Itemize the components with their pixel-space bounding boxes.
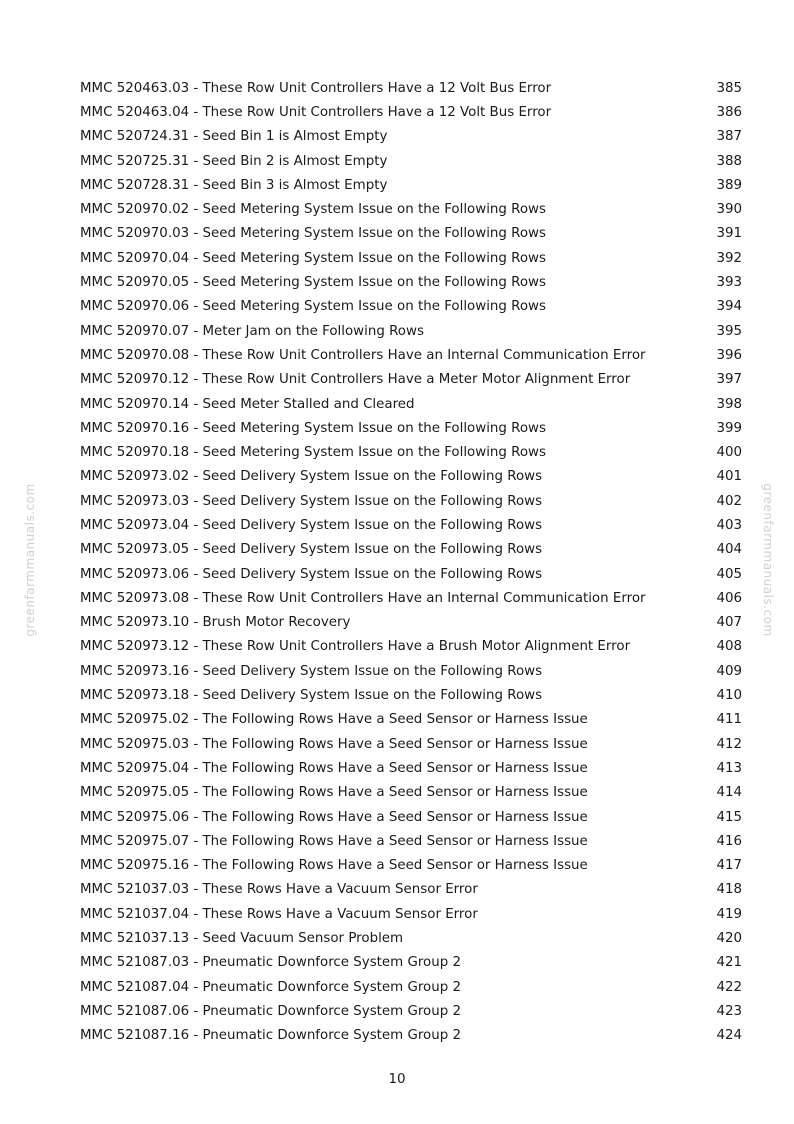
toc-entry-page: 414 [716,785,742,801]
toc-entry[interactable] [80,659,742,683]
toc-entry-title: MMC 520725.31 - Seed Bin 2 is Almost Empty [80,153,388,169]
toc-entry[interactable] [80,562,742,586]
table-of-contents [80,76,742,1048]
toc-entry-page: 410 [716,688,742,704]
toc-entry[interactable] [80,513,742,537]
toc-entry-page: 405 [716,566,742,582]
toc-entry-page: 385 [716,80,742,96]
toc-entry[interactable] [80,538,742,562]
toc-entry[interactable] [80,732,742,756]
toc-entry-page: 403 [716,517,742,533]
toc-entry[interactable] [80,295,742,319]
toc-entry[interactable] [80,149,742,173]
toc-entry-title: MMC 520973.08 - These Row Unit Controllers Have an Internal Communication Error [80,590,646,606]
toc-entry-title: MMC 520975.05 - The Following Rows Have a Seed Sensor or Harness Issue [80,785,588,801]
toc-entry[interactable] [80,902,742,926]
toc-entry[interactable] [80,440,742,464]
toc-entry-title: MMC 520975.02 - The Following Rows Have a Seed Sensor or Harness Issue [80,712,588,728]
toc-entry-title: MMC 520724.31 - Seed Bin 1 is Almost Empty [80,129,388,145]
toc-entry[interactable] [80,125,742,149]
toc-entry-title: MMC 520975.04 - The Following Rows Have a Seed Sensor or Harness Issue [80,760,588,776]
toc-entry-title: MMC 520970.05 - Seed Metering System Issue on the Following Rows [80,275,546,291]
toc-entry[interactable] [80,756,742,780]
toc-entry-title: MMC 520973.05 - Seed Delivery System Issue on the Following Rows [80,542,543,558]
toc-entry-page: 402 [716,493,742,509]
toc-entry-page: 392 [716,250,742,266]
toc-entry-title: MMC 520975.03 - The Following Rows Have a Seed Sensor or Harness Issue [80,736,588,752]
toc-entry[interactable] [80,100,742,124]
toc-entry[interactable] [80,854,742,878]
toc-entry[interactable] [80,805,742,829]
toc-entry-title: MMC 520973.04 - Seed Delivery System Issue on the Following Rows [80,517,543,533]
toc-entry-title: MMC 520973.06 - Seed Delivery System Issue on the Following Rows [80,566,543,582]
toc-entry[interactable] [80,173,742,197]
toc-entry-title: MMC 521087.06 - Pneumatic Downforce System Group 2 [80,1003,462,1019]
toc-entry-page: 417 [716,858,742,874]
toc-entry[interactable] [80,708,742,732]
toc-entry-title: MMC 521037.13 - Seed Vacuum Sensor Problem [80,931,404,947]
toc-entry[interactable] [80,343,742,367]
toc-entry-title: MMC 520970.12 - These Row Unit Controllers Have a Meter Motor Alignment Error [80,372,631,388]
toc-entry[interactable] [80,951,742,975]
toc-entry[interactable] [80,368,742,392]
toc-entry-title: MMC 521087.04 - Pneumatic Downforce System Group 2 [80,979,462,995]
toc-entry-title: MMC 520973.12 - These Row Unit Controllers Have a Brush Motor Alignment Error [80,639,631,655]
toc-entry-title: MMC 520973.03 - Seed Delivery System Issue on the Following Rows [80,493,543,509]
toc-entry[interactable] [80,197,742,221]
toc-entry-page: 389 [716,177,742,193]
toc-entry-page: 386 [716,104,742,120]
toc-entry-page: 397 [716,372,742,388]
toc-entry[interactable] [80,465,742,489]
toc-entry-page: 419 [716,906,742,922]
toc-entry-title: MMC 521037.03 - These Rows Have a Vacuum Sensor Error [80,882,478,898]
toc-entry[interactable] [80,611,742,635]
toc-entry[interactable] [80,586,742,610]
toc-entry-title: MMC 520728.31 - Seed Bin 3 is Almost Empty [80,177,388,193]
toc-entry-page: 396 [716,347,742,363]
toc-entry[interactable] [80,1024,742,1048]
toc-entry-page: 422 [716,979,742,995]
toc-entry-page: 423 [716,1003,742,1019]
toc-entry[interactable] [80,999,742,1023]
toc-entry[interactable] [80,683,742,707]
toc-entry-title: MMC 520973.10 - Brush Motor Recovery [80,615,351,631]
toc-entry-page: 413 [716,760,742,776]
toc-entry-title: MMC 520970.02 - Seed Metering System Issue on the Following Rows [80,202,546,218]
toc-entry-page: 418 [716,882,742,898]
toc-entry-title: MMC 520970.18 - Seed Metering System Issue on the Following Rows [80,445,546,461]
toc-entry-page: 391 [716,226,742,242]
toc-entry-title: MMC 520970.14 - Seed Meter Stalled and Cleared [80,396,415,412]
toc-entry-page: 420 [716,931,742,947]
toc-entry-page: 408 [716,639,742,655]
toc-entry-page: 393 [716,275,742,291]
toc-entry-page: 406 [716,590,742,606]
toc-entry-page: 407 [716,615,742,631]
toc-entry-page: 387 [716,129,742,145]
toc-entry-page: 401 [716,469,742,485]
toc-entry[interactable] [80,246,742,270]
toc-entry-page: 421 [716,955,742,971]
toc-entry[interactable] [80,926,742,950]
toc-entry-title: MMC 520970.04 - Seed Metering System Issue on the Following Rows [80,250,546,266]
toc-entry-title: MMC 521087.03 - Pneumatic Downforce System Group 2 [80,955,462,971]
toc-entry-title: MMC 521087.16 - Pneumatic Downforce System Group 2 [80,1028,462,1044]
toc-entry-title: MMC 520973.18 - Seed Delivery System Issue on the Following Rows [80,688,543,704]
toc-entry[interactable] [80,635,742,659]
toc-entry-title: MMC 520973.16 - Seed Delivery System Issue on the Following Rows [80,663,543,679]
toc-entry-page: 400 [716,445,742,461]
toc-entry[interactable] [80,392,742,416]
watermark-right: greenfarmmanuals.com [761,483,775,637]
toc-entry-page: 416 [716,833,742,849]
toc-entry[interactable] [80,76,742,100]
toc-entry-title: MMC 520463.03 - These Row Unit Controllers Have a 12 Volt Bus Error [80,80,552,96]
toc-entry-page: 411 [716,712,742,728]
toc-entry[interactable] [80,416,742,440]
toc-entry[interactable] [80,319,742,343]
toc-entry-page: 394 [716,299,742,315]
toc-entry-page: 415 [716,809,742,825]
toc-entry-page: 404 [716,542,742,558]
toc-entry-title: MMC 520975.16 - The Following Rows Have a Seed Sensor or Harness Issue [80,858,588,874]
toc-entry-page: 390 [716,202,742,218]
toc-entry[interactable] [80,781,742,805]
toc-entry-title: MMC 521037.04 - These Rows Have a Vacuum Sensor Error [80,906,478,922]
toc-entry-page: 398 [716,396,742,412]
toc-entry-page: 388 [716,153,742,169]
toc-entry-title: MMC 520973.02 - Seed Delivery System Issue on the Following Rows [80,469,543,485]
toc-entry-page: 399 [716,420,742,436]
toc-entry-title: MMC 520975.06 - The Following Rows Have a Seed Sensor or Harness Issue [80,809,588,825]
page-number: 10 [388,1072,406,1087]
toc-entry-title: MMC 520463.04 - These Row Unit Controllers Have a 12 Volt Bus Error [80,104,552,120]
toc-entry-title: MMC 520970.07 - Meter Jam on the Following Rows [80,323,424,339]
toc-entry-page: 412 [716,736,742,752]
toc-entry-title: MMC 520970.06 - Seed Metering System Issue on the Following Rows [80,299,546,315]
toc-entry-page: 395 [716,323,742,339]
toc-entry-title: MMC 520970.08 - These Row Unit Controllers Have an Internal Communication Error [80,347,646,363]
toc-entry[interactable] [80,975,742,999]
toc-entry[interactable] [80,829,742,853]
toc-entry[interactable] [80,222,742,246]
toc-entry-page: 409 [716,663,742,679]
toc-entry-title: MMC 520975.07 - The Following Rows Have a Seed Sensor or Harness Issue [80,833,588,849]
toc-entry[interactable] [80,489,742,513]
watermark-left: greenfarmmanuals.com [23,483,37,637]
toc-entry[interactable] [80,878,742,902]
toc-entry-title: MMC 520970.16 - Seed Metering System Issue on the Following Rows [80,420,546,436]
toc-entry-title: MMC 520970.03 - Seed Metering System Issue on the Following Rows [80,226,546,242]
toc-entry-page: 424 [716,1028,742,1044]
toc-entry[interactable] [80,270,742,294]
